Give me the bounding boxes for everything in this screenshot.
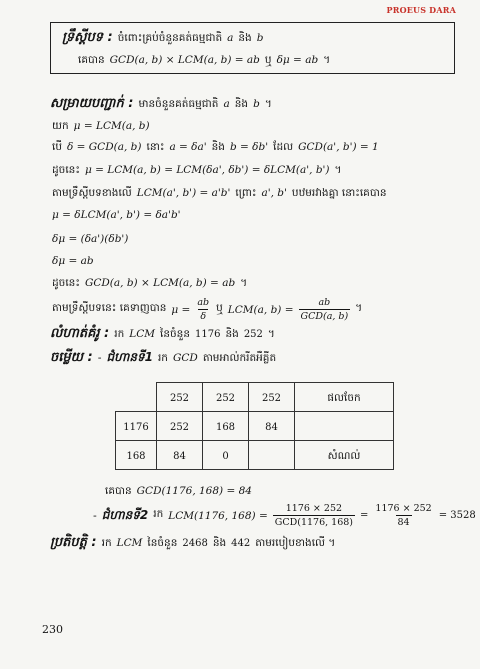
fraction xyxy=(273,503,355,529)
table-cell xyxy=(249,383,295,412)
proof-text: នោះ xyxy=(146,141,165,153)
cell-value: 252 xyxy=(169,422,190,433)
table-cell xyxy=(116,441,157,470)
math-expression: LCM(a, b) = xyxy=(227,303,294,316)
proof-line xyxy=(52,277,247,292)
proof-line xyxy=(52,164,341,179)
number: 1176 xyxy=(195,329,221,340)
row-label: ផលចែក xyxy=(327,391,361,404)
cell-value: 84 xyxy=(173,451,186,462)
theorem-text: គេបាន xyxy=(78,54,105,66)
math-expression: LCM(a', b') = a'b' xyxy=(136,187,231,199)
table-cell xyxy=(157,441,203,470)
proof-line xyxy=(52,233,128,245)
table-cell xyxy=(295,383,394,412)
cell-value: 168 xyxy=(215,422,236,433)
proof-text: ដូចនេះ xyxy=(52,164,80,176)
fraction-denominator: GCD(a, b) xyxy=(300,311,349,323)
exercise-label: ប្រតិបត្តិ : xyxy=(50,535,97,550)
answer-line xyxy=(50,349,276,368)
table-row xyxy=(116,383,394,412)
result-line xyxy=(105,485,252,500)
math-expression: a xyxy=(223,98,230,110)
author-brand: PROEUS DARA xyxy=(386,5,456,15)
fraction-numerator: ab xyxy=(197,297,210,308)
result-text: គេបាន xyxy=(105,485,132,497)
final-result: = 3528 xyxy=(438,510,476,522)
theorem-label: ទ្រឹស្តីបទ : xyxy=(62,30,113,45)
math-expression: GCD xyxy=(172,352,198,364)
math-expression: δμ = ab xyxy=(276,54,319,66)
proof-line xyxy=(52,120,150,135)
proof-text: ព្រោះ xyxy=(235,187,257,199)
fraction xyxy=(373,503,433,529)
proof-text: បឋមរវាងគ្នា នោះគេបាន xyxy=(291,187,387,199)
math-expression: δμ = ab xyxy=(52,255,94,267)
fraction-denominator: 84 xyxy=(397,517,410,529)
proof-text: យក xyxy=(52,120,69,132)
step-label: ជំហានទី1 xyxy=(106,350,153,364)
math-expression: b = δb' xyxy=(229,141,269,153)
answer-label: ចម្លើយ : xyxy=(50,350,93,365)
fraction-numerator: 1176 × 252 xyxy=(285,503,343,514)
equals-sign: = xyxy=(360,510,369,522)
theorem-text: ឬ xyxy=(264,54,272,66)
proof-text: ។ xyxy=(334,164,342,176)
math-expression: μ = xyxy=(171,303,191,316)
fraction-denominator: δ xyxy=(200,311,207,323)
math-expression: GCD(a', b') = 1 xyxy=(298,141,379,153)
euclid-table xyxy=(115,382,394,470)
proof-text: បើ xyxy=(52,141,62,153)
example-label: លំហាត់គំរូ : xyxy=(50,326,110,341)
exercise-text: នៃចំនួន xyxy=(147,537,178,549)
table-cell xyxy=(295,441,394,470)
answer-text: តាមអាល់ករីតអឺគ្លីត xyxy=(202,352,277,364)
dash: - xyxy=(93,509,97,522)
proof-text: តាមទ្រឹស្តីបទនេះ គេទាញបាន xyxy=(52,302,167,315)
cell-value: 0 xyxy=(222,451,229,462)
proof-line xyxy=(52,187,387,202)
theorem-text: ចំពោះគ្រប់ចំនួនគត់ធម្មជាតិ xyxy=(117,32,223,44)
math-expression: a', b' xyxy=(261,187,287,199)
exercise-text: តាមរបៀបខាងលើ ។ xyxy=(255,537,336,549)
math-expression: a xyxy=(227,32,234,44)
math-expression: GCD(a, b) × LCM(a, b) = ab xyxy=(109,54,260,66)
row-label: សំណល់ xyxy=(327,449,361,462)
math-expression: μ = LCM(a, b) = LCM(δa', δb') = δLCM(a', b') xyxy=(84,164,330,176)
theorem-line-1 xyxy=(62,29,263,48)
dash: - xyxy=(97,352,102,364)
step-text: រក xyxy=(153,508,164,521)
example-text: នៃចំនួន xyxy=(160,328,191,340)
math-expression: δμ = (δa')(δb') xyxy=(52,233,129,245)
fraction xyxy=(299,297,351,323)
proof-text: ឬ xyxy=(216,302,223,315)
fraction-numerator: ab xyxy=(318,297,331,308)
exercise-text: និង xyxy=(212,537,227,549)
proof-text: និង xyxy=(234,98,249,110)
cell-value: 252 xyxy=(261,393,282,404)
cell-value: 84 xyxy=(265,422,278,433)
proof-text: ។ xyxy=(355,302,363,315)
answer-text: រក xyxy=(157,352,168,364)
table-cell xyxy=(116,383,157,412)
proof-line xyxy=(52,255,94,267)
math-expression: GCD(a, b) × LCM(a, b) = ab xyxy=(84,277,236,289)
exercise-text: រក xyxy=(101,537,112,549)
proof-text: ដែល xyxy=(273,141,294,153)
step-label: ជំហានទី2 xyxy=(101,507,149,522)
math-expression: LCM xyxy=(116,537,143,549)
number: 442 xyxy=(231,538,251,549)
table-cell xyxy=(295,412,394,441)
proof-text: មានចំនួនគត់ធម្មជាតិ xyxy=(138,98,219,110)
proof-text: ។ xyxy=(240,277,248,289)
table-row xyxy=(116,441,394,470)
proof-text: និង xyxy=(211,141,225,153)
fraction-denominator: GCD(1176, 168) xyxy=(274,517,354,529)
theorem-text: ។ xyxy=(323,54,331,66)
proof-line xyxy=(52,141,379,156)
number: 252 xyxy=(243,329,263,340)
proof-text: តាមទ្រឹស្តីបទខាងលើ xyxy=(52,187,132,199)
math-expression: a = δa' xyxy=(169,141,207,153)
table-cell xyxy=(203,383,249,412)
proof-label: សម្រាយបញ្ជាក់ : xyxy=(50,96,134,111)
table-cell xyxy=(249,441,295,470)
cell-value: 252 xyxy=(215,393,236,404)
cell-value: 1176 xyxy=(123,422,149,433)
proof-heading xyxy=(50,95,272,114)
table-cell xyxy=(157,412,203,441)
number: 2468 xyxy=(182,538,208,549)
table-cell xyxy=(249,412,295,441)
example-text: រក xyxy=(114,328,125,340)
fraction xyxy=(195,297,211,323)
fraction-numerator: 1176 × 252 xyxy=(375,503,432,514)
theorem-box xyxy=(50,22,455,74)
math-expression: δ = GCD(a, b) xyxy=(67,141,142,153)
math-expression: LCM xyxy=(129,328,156,340)
proof-line xyxy=(52,209,181,221)
proof-text: ។ xyxy=(264,98,272,110)
math-expression: GCD(1176, 168) = 84 xyxy=(136,485,252,497)
math-expression: b xyxy=(253,98,260,110)
theorem-text: និង xyxy=(238,32,252,44)
table-row xyxy=(116,412,394,441)
table-cell xyxy=(116,412,157,441)
example-text: និង xyxy=(225,328,239,340)
exercise-line xyxy=(50,534,335,553)
proof-text: ដូចនេះ xyxy=(52,277,80,289)
step2-line xyxy=(93,503,476,529)
table-cell xyxy=(157,383,203,412)
table-cell xyxy=(203,412,249,441)
math-expression: μ = δLCM(a', b') = δa'b' xyxy=(52,209,181,221)
table-cell xyxy=(203,441,249,470)
math-expression: μ = LCM(a, b) xyxy=(73,120,150,132)
theorem-line-2 xyxy=(78,54,330,69)
math-expression: LCM(1176, 168) = xyxy=(168,509,268,522)
page-number: 230 xyxy=(42,623,63,636)
example-text: ។ xyxy=(267,328,275,340)
cell-value: 252 xyxy=(169,393,190,404)
example-line xyxy=(50,325,275,344)
cell-value: 168 xyxy=(126,451,146,462)
math-expression: b xyxy=(256,32,264,44)
proof-conclusion-line xyxy=(52,297,362,323)
